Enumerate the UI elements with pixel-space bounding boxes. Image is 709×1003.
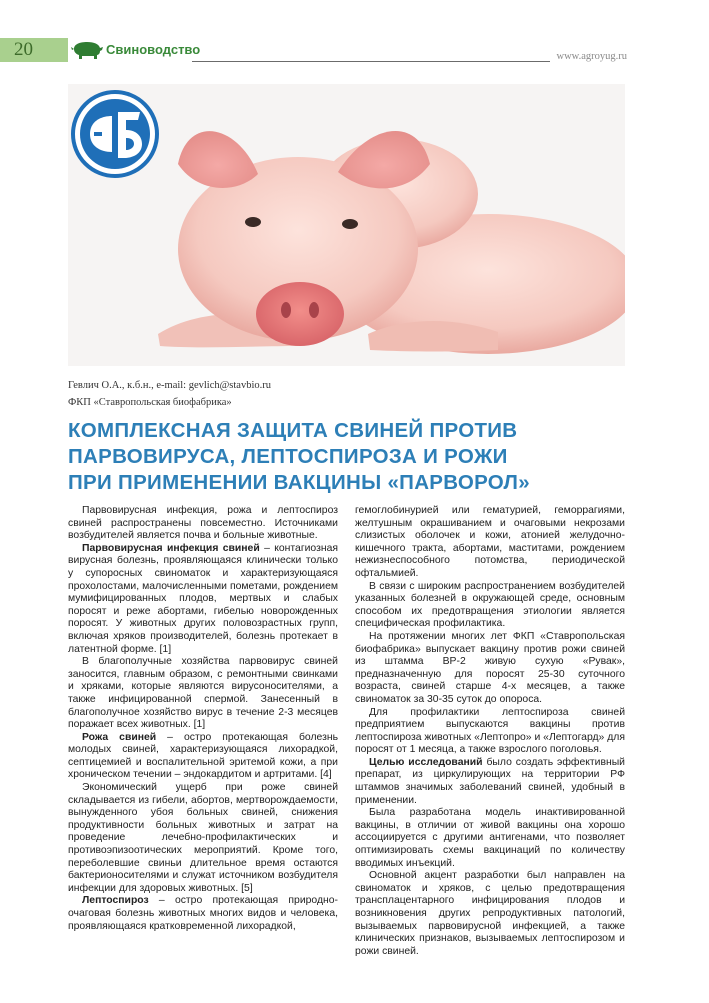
- paragraph-text: Основной акцент разработки был направлен на свиноматок и хряков, с целью предотвращения трансплацентарного инфицирования плодов и возникновения других репродуктивных патологий, вызываемых парвовирусной инфекцией, а также клинических признаков, вызываемых лептоспирозом и рожи свиней.: [355, 870, 625, 957]
- page-number-box: [0, 38, 68, 62]
- article-photo: [68, 84, 625, 366]
- paragraph-text: было создать эффективный препарат, из циркулирующих на территории РФ штаммов значимых заболеваний свиней, удобный в применении.: [355, 756, 625, 806]
- paragraph-text: – остро протекающая природно-очаговая болезнь животных многих видов и человека, проявляющаяся кратковременной лихорадкой,: [68, 895, 338, 932]
- body-paragraph: [355, 870, 625, 958]
- section-title: Свиноводство: [106, 42, 201, 57]
- body-paragraph: [355, 807, 625, 870]
- title-line: ПАРВОВИРУСА, ЛЕПТОСПИРОЗА И РОЖИ: [68, 445, 508, 468]
- title-line: КОМПЛЕКСНАЯ ЗАЩИТА СВИНЕЙ ПРОТИВ: [68, 419, 518, 442]
- paragraph-lead-term: Рожа свиней: [82, 731, 157, 743]
- body-paragraph: [68, 732, 338, 782]
- body-paragraph: [355, 631, 625, 707]
- paragraph-text: В благополучные хозяйства парвовирус свиней заносится, главным образом, с ремонтными свинками и хряками, которые являются вирусоносителями, а также инфицированной спермой. Занесенный в благополучное хозяйство вирус в течение 2-3 месяцев поражает всех животных. [1]: [68, 656, 338, 731]
- article-title: [68, 418, 668, 496]
- author-info: [68, 377, 271, 411]
- right-column: [355, 505, 625, 958]
- paragraph-text: – остро протекающая болезнь молодых свиней, характеризующаяся лихорадкой, септицемией и воспалительной эритемой кожи, а при хроническом течении – эндокардитом и артритами. [4]: [68, 731, 338, 781]
- paragraph-text: Была разработана модель инактивированной вакцины, в отличии от живой вакцины она хорошо ассоциируется с другими антигенами, что позволяет оптимизировать схемы вакцинаций по количеству вводимых инъекций.: [355, 807, 625, 869]
- paragraph-text: – контагиозная вирусная болезнь, проявляющаяся клинически только у супоросных свиноматок и характеризующаяся прохолостами, малочисленными пометами, рождением мумифицированных плодов, мертвых и слабых поросят и реже абортами, гибелью новорожденных поросят. У животных других половозрастных групп, включая хряков производителей, болезнь протекает в латентной форме. [1]: [68, 542, 338, 655]
- paragraph-text: гемоглобинурией или гематурией, геморрагиями, желтушным окрашиванием и очаговыми некрозами слизистых оболочек и кожи, атонией желудочно-кишечного тракта, абортами, маститами, рождением нежизнеспособного потомства, периодической офтальмией.: [355, 505, 625, 579]
- paragraph-text: В связи с широким распространением возбудителей указанных болезней в окружающей среде, основным способом их предотвращения этиологии является специфическая профилактика.: [355, 580, 625, 630]
- paragraph-text: Парвовирусная инфекция, рожа и лептоспироз свиней распространены повсеместно. Источниками возбудителей является почва и больные животные.: [68, 505, 338, 542]
- page-header: [0, 38, 709, 64]
- page-number: 20: [14, 39, 33, 60]
- body-paragraph: [68, 656, 338, 732]
- pig-icon: [70, 40, 104, 60]
- paragraph-lead-term: Лептоспироз: [82, 895, 149, 907]
- body-paragraph: [68, 543, 338, 656]
- body-paragraph: [355, 581, 625, 631]
- author-name: Гевлич О.А., к.б.н., e-mail: gevlich@stavbio.ru: [68, 380, 272, 391]
- stavbio-logo-icon: [73, 92, 157, 176]
- website-url[interactable]: www.agroyug.ru: [556, 51, 627, 62]
- paragraph-lead-term: Парвовирусная инфекция свиней: [82, 542, 260, 554]
- left-column: [68, 505, 338, 933]
- body-paragraph: [355, 707, 625, 757]
- body-paragraph: [355, 505, 625, 581]
- paragraph-text: Экономический ущерб при роже свиней складывается из гибели, абортов, мертворождаемости, вынужденного убоя больных свиней, снижения продуктивности больных животных и затрат на проведение лечебно-профилактических и противоэпизоотических мероприятий. Кроме того, переболевшие свиньи длительное время остаются бактерионосителями и служат источником возбудителя инфекции для здоровых животных. [5]: [68, 782, 338, 894]
- header-divider: [192, 61, 550, 62]
- body-paragraph: [68, 505, 338, 543]
- body-paragraph: [355, 757, 625, 807]
- title-line: ПРИ ПРИМЕНЕНИИ ВАКЦИНЫ «ПАРВОРОЛ»: [68, 471, 530, 494]
- body-paragraph: [68, 782, 338, 895]
- body-paragraph: [68, 895, 338, 933]
- paragraph-lead-term: Целью исследований: [369, 756, 483, 768]
- author-organization: ФКП «Ставропольская биофабрика»: [68, 397, 232, 408]
- paragraph-text: На протяжении многих лет ФКП «Ставропольская биофабрика» выпускает вакцину против рожи свиней из штамма ВР-2 живую сухую «Рувак», предназначенную для поросят 25-30 суточного возраста, свиней старше 4-х месяцев, а также свиноматок за 30-35 суток до опороса.: [355, 630, 625, 705]
- paragraph-text: Для профилактики лептоспироза свиней предприятием выпускаются вакцины против лептоспироза животных «Лептопро» и «Лептогард» для поросят от 1 месяца, а также взрослого поголовья.: [355, 706, 625, 756]
